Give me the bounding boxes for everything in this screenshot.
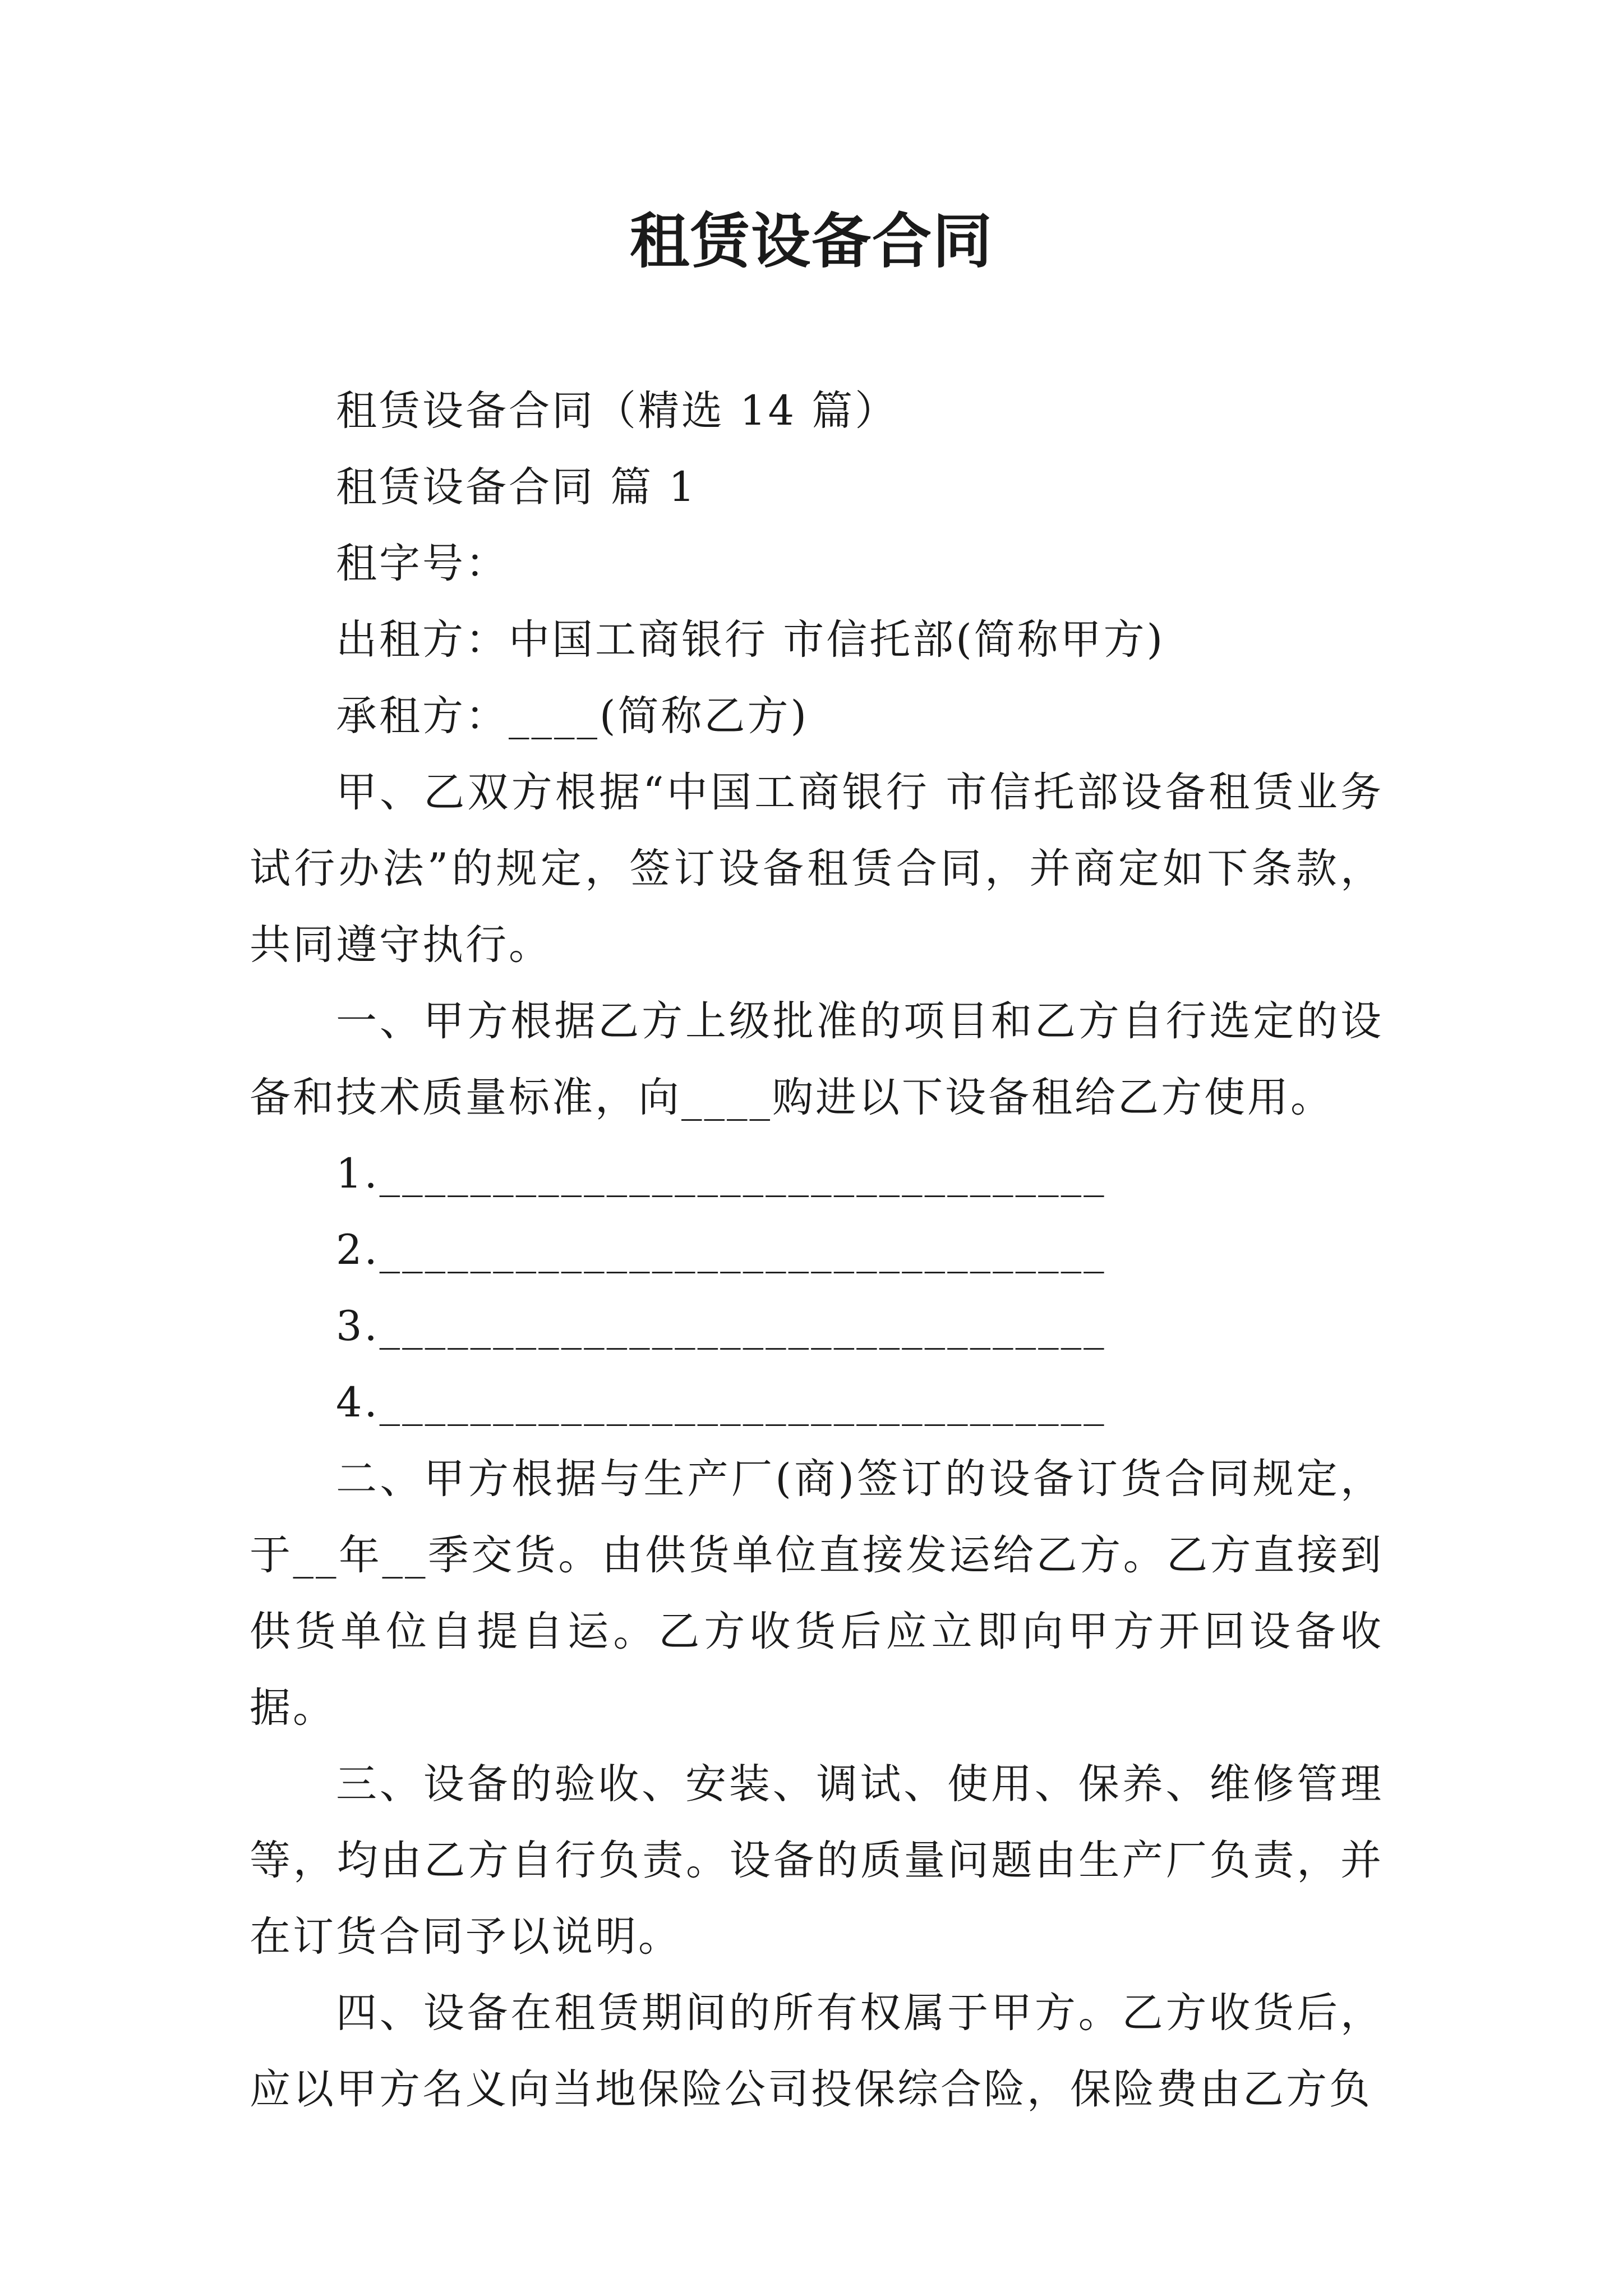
equipment-item-4: 4.________________________________: [336, 1379, 1106, 1427]
clause-2-paragraph: 二、甲方根据与生产厂(商)签订的设备订货合同规定，于__年__季交货。由供货单位直接发运给乙方。乙方直接到供货单位自提自运。乙方收货后应立即向甲方开回设备收据。: [250, 1455, 1384, 1732]
equipment-item-3: 3.________________________________: [336, 1303, 1106, 1350]
clause-3-paragraph: 三、设备的验收、安装、调试、使用、保养、维修管理等，均由乙方自行负责。设备的质量问题由生产厂负责，并在订货合同予以说明。: [250, 1760, 1384, 1961]
lessor-line: 出租方：中国工商银行 市信托部(简称甲方): [336, 616, 1165, 664]
clause-1-paragraph: 一、甲方根据乙方上级批准的项目和乙方自行选定的设备和技术质量标准，向____购进以下设备租给乙方使用。: [250, 997, 1384, 1121]
intro-paragraph: 甲、乙双方根据“中国工商银行 市信托部设备租赁业务试行办法”的规定，签订设备租赁合同，并商定如下条款，共同遵守执行。: [250, 769, 1384, 969]
clause-4-paragraph: 四、设备在租赁期间的所有权属于甲方。乙方收货后，应以甲方名义向当地保险公司投保综合险，保险费由乙方负: [250, 1989, 1384, 2113]
contract-number-line: 租字号：: [336, 540, 509, 587]
lessee-line: 承租方：____(简称乙方): [336, 692, 809, 740]
section-heading: 租赁设备合同 篇 1: [336, 463, 697, 511]
document-body: [250, 373, 1384, 2128]
equipment-item-2: 2.________________________________: [336, 1226, 1106, 1274]
equipment-item-1: 1.________________________________: [336, 1150, 1106, 1198]
document-title: 租赁设备合同: [630, 206, 993, 276]
subtitle-line: 租赁设备合同（精选 14 篇）: [336, 387, 898, 435]
